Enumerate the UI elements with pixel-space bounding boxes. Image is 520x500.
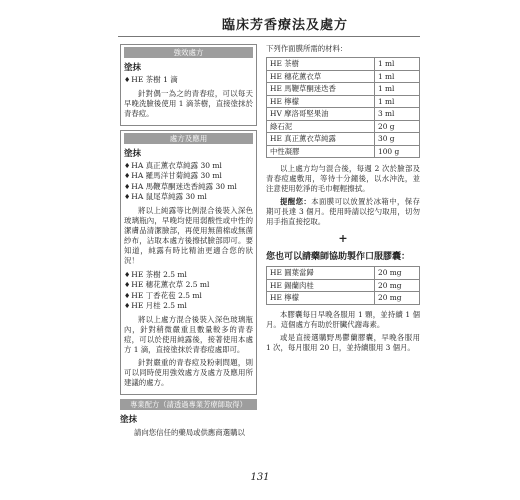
table-row: HV 摩洛哥堅果油 3 ml bbox=[267, 108, 420, 121]
mask-materials-table bbox=[266, 57, 420, 158]
drop-icon: ♦ bbox=[124, 161, 131, 170]
list-item: ♦HE 茶樹 2.5 ml bbox=[124, 269, 187, 279]
strong-formula-ingredient: ♦HE 茶樹 1 滴 bbox=[124, 75, 178, 84]
header-rule bbox=[118, 36, 420, 37]
severe-acne-note: 針對嚴重的青春痘及粉刺問題，則可以同時使用強效處方及處方及應用所建議的處方。 bbox=[124, 357, 253, 387]
drop-icon: ♦ bbox=[124, 182, 131, 191]
page-number: 131 bbox=[250, 472, 270, 483]
formula-application-bar: 處方及應用 bbox=[124, 133, 253, 144]
capsule-heading: 您也可以請藥師協助製作口服膠囊： bbox=[266, 252, 411, 262]
strong-formula-text: 針對偶一為之的青春痘，可以每天早晚洗臉後使用 1 滴茶樹，直接塗抹於青春痘。 bbox=[124, 88, 253, 118]
drop-icon: ♦ bbox=[124, 270, 131, 279]
mask-reminder: 提醒您：本面膜可以放置於冰箱中，保存期可長達 3 個月。使用時請以挖勺取用，切勿用手指直接挖取。 bbox=[266, 197, 420, 226]
professional-formula-bar: 專業配方（請透過專業芳療師取得） bbox=[120, 399, 257, 410]
drop-icon: ♦ bbox=[124, 193, 131, 201]
list-item: ♦HA 馬鞭草酮迷迭香純露 30 ml bbox=[124, 181, 237, 191]
hydrosol-list bbox=[124, 161, 253, 203]
left-column bbox=[120, 44, 257, 441]
strong-formula-bar: 強效處方 bbox=[124, 47, 253, 58]
capsule-table bbox=[266, 266, 420, 305]
professional-formula-heading: 塗抹 bbox=[120, 414, 138, 425]
list-item: ♦HE 月桂 2.5 ml bbox=[124, 301, 187, 310]
formula-application-heading: 塗抹 bbox=[124, 148, 142, 159]
table-row: 中性凝膠 100 g bbox=[267, 145, 420, 158]
reminder-label: 提醒您： bbox=[280, 197, 312, 206]
table-row: HE 真正薰衣草純露 30 g bbox=[267, 133, 420, 146]
strong-formula-heading: 塗抹 bbox=[124, 63, 142, 73]
list-item: ♦HA 鼠尾草純露 30 ml bbox=[124, 192, 207, 201]
hydrosol-instructions: 將以上純露等比例混合後裝入深色玻璃瓶內，早晚均使用弱酸性或中性的潔膚品清潔臉部，再使用無菌棉或無菌紗布，沾取本處方後擦拭臉部即可。要知道，純露有時比精油更適合您的狀況！ bbox=[124, 205, 253, 265]
essential-oil-list bbox=[124, 270, 253, 312]
drop-icon: ♦ bbox=[124, 76, 131, 84]
capsule-usage-text: 本膠囊每日早晚各服用 1 顆，並持續 1 個月。這個處方有助於肝臟代謝毒素。 bbox=[266, 309, 420, 329]
drop-icon: ♦ bbox=[124, 291, 131, 300]
list-item: ♦HE 穗花薰衣草 2.5 ml bbox=[124, 280, 210, 289]
table-row: HE 穗花薰衣草 1 ml bbox=[267, 70, 420, 83]
formula-application-box bbox=[120, 130, 257, 395]
essential-oil-instructions: 將以上處方混合後裝入深色玻璃瓶內，針對稍微嚴重且數量較多的青春痘，可以於使用純露後，接著使用本處方 1 滴，直接塗抹於青春痘處即可。 bbox=[124, 314, 253, 354]
table-row: 綠石泥 20 g bbox=[267, 120, 420, 133]
list-item: ♦HA 真正薰衣草純露 30 ml bbox=[124, 160, 222, 170]
drop-icon: ♦ bbox=[124, 172, 131, 180]
strong-formula-box bbox=[120, 44, 257, 126]
table-row: HE 圓葉當歸 20 mg bbox=[267, 267, 420, 280]
oregano-capsule-text: 或是直接選購野馬鬱蘭膠囊，早晚各服用 1 次，每月服用 20 日，並持續服用 3 個月。 bbox=[266, 332, 420, 352]
table-row: HE 茶樹 1 ml bbox=[267, 58, 420, 71]
list-item: ♦HA 羅馬洋甘菊純露 30 ml bbox=[124, 171, 222, 180]
plus-divider: + bbox=[338, 232, 348, 245]
table-row: HE 錫蘭肉桂 20 mg bbox=[267, 279, 420, 292]
right-column bbox=[266, 44, 420, 356]
page-header-title: 臨床芳香療法及處方 bbox=[221, 18, 348, 33]
professional-formula-text: 請向您信任的藥局或供應商選購以 bbox=[134, 427, 245, 437]
list-item: ♦HE 丁香花苞 2.5 ml bbox=[124, 290, 202, 300]
mask-materials-intro: 下列作面膜所需的材料： bbox=[266, 44, 348, 53]
drop-icon: ♦ bbox=[124, 302, 131, 310]
table-row: HE 檸檬 1 ml bbox=[267, 95, 420, 108]
mask-usage-text: 以上處方均勻混合後，每週 2 次於臉部及青春痘處敷用，等待十分鐘後，以水沖洗，並注意使用乾淨的毛巾輕輕擦拭。 bbox=[266, 164, 420, 193]
table-row: HE 檸檬 20 mg bbox=[267, 292, 420, 305]
table-row: HE 馬鞭草酮迷迭香 1 ml bbox=[267, 83, 420, 96]
drop-icon: ♦ bbox=[124, 281, 131, 289]
